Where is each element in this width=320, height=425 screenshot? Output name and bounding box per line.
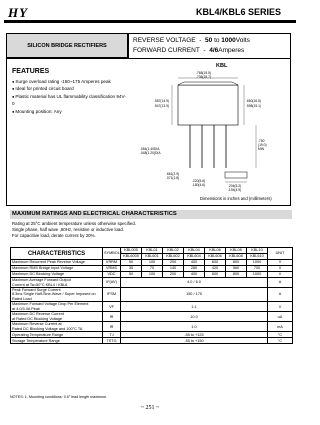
row-symbol: IR bbox=[103, 312, 121, 322]
row-value: 600 bbox=[205, 260, 226, 266]
part-header: KBL005 bbox=[121, 248, 142, 254]
row-desc: Peak Forward Surge Current 8.3ms Single Half-Sine-Wave / Super Imposed on Rated Load bbox=[11, 288, 103, 302]
row-value: 100 bbox=[142, 260, 163, 266]
symbols-header: SYMBOLS bbox=[103, 248, 121, 260]
feature-item: ● Plastic material has UL flammability classification 94V-0 bbox=[12, 93, 127, 108]
row-symbol: IFSM bbox=[103, 288, 121, 302]
table-row bbox=[11, 288, 293, 302]
row-value: 800 bbox=[226, 272, 247, 278]
row-value: 35 bbox=[121, 266, 142, 272]
row-value: 400 bbox=[184, 260, 205, 266]
side-profile bbox=[225, 172, 247, 178]
row-unit: V bbox=[268, 302, 293, 312]
feature-item: ● Mounting position: Any bbox=[12, 108, 127, 115]
unit-header: UNIT bbox=[268, 248, 293, 260]
row-value: 1.0 bbox=[121, 322, 268, 332]
features-list bbox=[12, 78, 127, 115]
dim-body-t1: .220(5.6) bbox=[192, 179, 206, 183]
ratings-heading: MAXIMUM RATINGS AND ELECTRICAL CHARACTERISTICS bbox=[10, 210, 292, 219]
spec-divider bbox=[6, 58, 291, 59]
dim-span2: .194(4.9) bbox=[228, 188, 242, 192]
row-value: 600 bbox=[205, 272, 226, 278]
part-header-alt: KBL604 bbox=[184, 254, 205, 260]
row-value: 50 bbox=[121, 272, 142, 278]
row-symbol: VRRM bbox=[103, 260, 121, 266]
page-number: ~ 251 ~ bbox=[140, 405, 160, 411]
row-symbol: TSTG bbox=[103, 338, 121, 344]
row-value: 50 bbox=[121, 260, 142, 266]
row-value: 140 bbox=[163, 266, 184, 272]
dim-right-h2: .598(15.1) bbox=[246, 104, 262, 108]
row-value: 400 bbox=[184, 272, 205, 278]
features-heading: FEATURES bbox=[12, 68, 50, 75]
row-unit: A bbox=[268, 288, 293, 302]
table-row bbox=[11, 322, 293, 332]
part-header: KBL04 bbox=[184, 248, 205, 254]
row-value: 700 bbox=[247, 266, 268, 272]
row-unit: °C bbox=[268, 332, 293, 338]
row-value: 1.1 bbox=[121, 302, 268, 312]
row-symbol: IR bbox=[103, 322, 121, 332]
row-value: 280 bbox=[184, 266, 205, 272]
dim-lead-length-mm: (19.0) bbox=[258, 143, 267, 147]
series-title: KBL4/KBL6 SERIES bbox=[196, 7, 282, 17]
header-rule bbox=[4, 20, 296, 23]
forward-current-spec: FORWARD CURRENT - 4/6Amperes bbox=[133, 47, 245, 54]
table-row bbox=[11, 338, 293, 344]
rating-note: Rating at 25°C ambient temperature unless otherwise specified. bbox=[12, 221, 137, 226]
row-unit: V bbox=[268, 260, 293, 266]
package-label: KBL bbox=[216, 63, 228, 69]
row-value: 10.0 bbox=[121, 312, 268, 322]
dim-left-h1: .587(14.9) bbox=[154, 99, 170, 103]
row-symbol: VDC bbox=[103, 272, 121, 278]
row-desc: Maximum RMS Bridge Input Voltage bbox=[11, 266, 103, 272]
part-header-alt: KBL608 bbox=[226, 254, 247, 260]
row-unit: mA bbox=[268, 322, 293, 332]
row-value: 800 bbox=[226, 260, 247, 266]
dim-lead-w2: .048(1.20)DIA bbox=[140, 151, 161, 155]
package-top-bevel bbox=[178, 82, 238, 85]
package-outline-diagram bbox=[130, 70, 290, 195]
row-desc: Maximum DC Reverse Current at Rated DC Blocking Voltage bbox=[11, 312, 103, 322]
part-header: KBL02 bbox=[163, 248, 184, 254]
part-header-alt: KBL6005 bbox=[121, 254, 142, 260]
feature-item: ● Surge overload rating -150~175 Amperes peak bbox=[12, 78, 127, 85]
dim-lead-min: MIN bbox=[258, 147, 265, 151]
row-symbol: TJ bbox=[103, 332, 121, 338]
table-notes: NOTES: 1. Mounting conditions: 0.5" lead length maximum. bbox=[10, 395, 108, 399]
dim-pin-pitch1: .661(2.9) bbox=[166, 172, 180, 176]
part-header-alt: KBL610 bbox=[247, 254, 268, 260]
row-desc: Maximum Reverse Current at Rated DC Blocking Voltage and 100°C TA bbox=[11, 322, 103, 332]
row-unit: °C bbox=[268, 338, 293, 344]
row-symbol: IF(AV) bbox=[103, 278, 121, 288]
table-row bbox=[11, 278, 293, 288]
characteristics-table bbox=[10, 247, 293, 344]
feature-item: ● Ideal for printed circuit board bbox=[12, 85, 127, 92]
part-header: KBL08 bbox=[226, 248, 247, 254]
row-desc: Maximum Average Forward Output Current at Ta=50°C KBL4 / KBL6 bbox=[11, 278, 103, 288]
table-row bbox=[11, 302, 293, 312]
dim-top-width: .768(19.5) bbox=[196, 71, 212, 75]
row-desc: Storage Temperature Range bbox=[11, 338, 103, 344]
title-divider bbox=[128, 33, 129, 58]
ratings-notes bbox=[12, 221, 136, 239]
row-unit: V bbox=[268, 266, 293, 272]
row-unit: uA bbox=[268, 312, 293, 322]
part-header-alt: KBL601 bbox=[142, 254, 163, 260]
row-value: 560 bbox=[226, 266, 247, 272]
part-header: KBL10 bbox=[247, 248, 268, 254]
rating-note: For capacitive load, derate current by 20%. bbox=[12, 233, 96, 238]
dim-body-t2: .180(4.6) bbox=[192, 183, 206, 187]
row-value: 70 bbox=[142, 266, 163, 272]
package-body bbox=[178, 85, 238, 125]
row-value: 1000 bbox=[247, 272, 268, 278]
rating-note: Single phase, half wave ,60Hz, resistive or inductive load. bbox=[12, 227, 125, 232]
row-desc: Maximum Recurrent Peak Reverse Voltage bbox=[11, 260, 103, 266]
row-value: 200 bbox=[163, 272, 184, 278]
row-desc: Maximum DC Blocking Voltage bbox=[11, 272, 103, 278]
row-desc: Operating Temperature Range bbox=[11, 332, 103, 338]
company-logo: HY bbox=[8, 5, 29, 20]
row-unit: A bbox=[268, 278, 293, 288]
dim-top-width-2: .736(18.7) bbox=[196, 75, 212, 79]
dim-lead-length: .750 bbox=[258, 139, 265, 143]
table-row bbox=[11, 312, 293, 322]
part-header-alt: KBL602 bbox=[163, 254, 184, 260]
row-symbol: VF bbox=[103, 302, 121, 312]
row-value: -55 to +150 bbox=[121, 338, 268, 344]
row-value: 100 bbox=[142, 272, 163, 278]
row-value: 4.0 / 6.0 bbox=[121, 278, 268, 288]
dim-left-h2: .547(13.9) bbox=[154, 104, 170, 108]
row-unit: V bbox=[268, 272, 293, 278]
part-header: KBL01 bbox=[142, 248, 163, 254]
row-value: 200 bbox=[163, 260, 184, 266]
part-header-alt: KBL606 bbox=[205, 254, 226, 260]
dim-lead-w1: .054(1.40DIA bbox=[140, 147, 160, 151]
part-header: KBL06 bbox=[205, 248, 226, 254]
dimensions-note: Dimensions in inches and (millimeters) bbox=[200, 196, 272, 201]
reverse-voltage-spec: REVERSE VOLTAGE - 50 to 1000Volts bbox=[133, 37, 250, 44]
characteristics-header: CHARACTERISTICS bbox=[11, 248, 103, 260]
row-value: 420 bbox=[205, 266, 226, 272]
dim-pin-pitch2: .071(1.8) bbox=[166, 176, 180, 180]
product-type-title: SILICON BRIDGE RECTIFIERS bbox=[6, 33, 128, 58]
row-desc: Maximum Forward Voltage Drop Per Element at 4.0/3.0A Peak bbox=[11, 302, 103, 312]
row-value: -55 to +125 bbox=[121, 332, 268, 338]
dim-span1: .204(5.2) bbox=[228, 184, 242, 188]
row-value: 150 / 175 bbox=[121, 288, 268, 302]
row-value: 1000 bbox=[247, 260, 268, 266]
row-symbol: VRMS bbox=[103, 266, 121, 272]
dim-right-h1: .650(16.5) bbox=[246, 99, 262, 103]
